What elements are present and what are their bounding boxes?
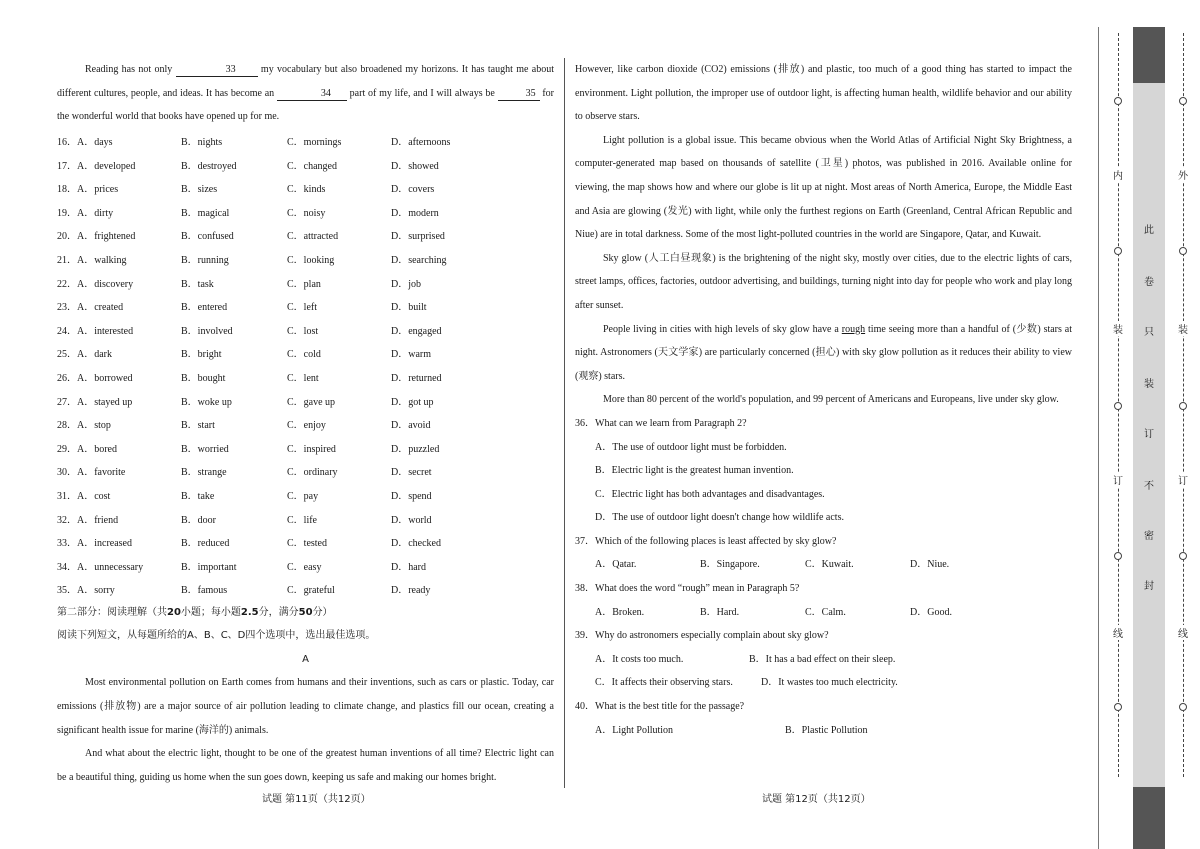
option-c: C．enjoy (287, 420, 326, 432)
seal-char: 此 (1144, 225, 1154, 236)
passage-a-paragraph-1: Most environmental pollution on Earth comes from humans and their inventions, such as cars or plastic. Today, car emissions (排放物) are a major source of air pollution leading to climate change, and plastics fill our ocean, creating a significant health issue for marine (海洋的) animals. (57, 677, 554, 736)
cloze-row (57, 483, 554, 507)
cloze-row (57, 294, 554, 318)
seal-char: 封 (1144, 581, 1154, 592)
option-d: D．covers (391, 184, 435, 196)
option-c: C．easy (287, 561, 322, 573)
option-a: A．increased (77, 538, 132, 550)
cloze-number: 31． (57, 490, 77, 502)
seal-band-top-block (1133, 27, 1165, 83)
option-a: A．created (77, 302, 124, 314)
option-c: C．cold (287, 349, 321, 361)
option-b: B．woke up (181, 396, 232, 408)
option-c: C．inspired (287, 443, 336, 455)
column-divider (564, 58, 565, 788)
option-b: B．destroyed (181, 160, 237, 172)
option-d: D．job (391, 278, 421, 290)
cloze-number: 26． (57, 373, 77, 385)
options-39-row2 (575, 671, 1072, 695)
binding-hole (1179, 703, 1187, 711)
option-c: C．grateful (287, 585, 335, 597)
option-37d: D．Niue. (910, 559, 950, 571)
cloze-number: 35． (57, 585, 77, 597)
passage-paragraph-1-cont: However, like carbon dioxide (CO2) emissions (排放) and plastic, too much of a good thing has started to impact the environment. Light pollution, the improper use of outdoor light, is affecting human health, wildlife behavior and our ability to observe stars. (575, 64, 1072, 123)
question-38: 38．What does the word “rough” mean in Paragraph 5? (575, 583, 800, 595)
option-b: B．nights (181, 137, 223, 149)
seal-char: 密 (1144, 531, 1154, 542)
cloze-number: 20． (57, 231, 77, 243)
blank-33: 33 (176, 63, 258, 77)
option-a: A．borrowed (77, 373, 133, 385)
cloze-row (57, 365, 554, 389)
option-c: C．ordinary (287, 467, 338, 479)
option-36d: D．The use of outdoor light doesn't change how wildlife acts. (595, 512, 844, 524)
option-c: C．changed (287, 160, 337, 172)
option-b: B．running (181, 255, 229, 267)
cloze-row (57, 341, 554, 365)
option-d: D．secret (391, 467, 432, 479)
cloze-number: 32． (57, 514, 77, 526)
option-c: C．lost (287, 325, 319, 337)
option-d: D．avoid (391, 420, 431, 432)
option-d: D．warm (391, 349, 431, 361)
section-heading: 第二部分：阅读理解（共20小题；每小题2.5分，满分50分） (57, 606, 333, 618)
inner-label-char: 内 (1112, 167, 1124, 182)
question-37: 37．Which of the following places is least affected by sky glow? (575, 535, 837, 547)
option-39a: A．It costs too much. (595, 653, 684, 665)
option-d: D．puzzled (391, 443, 440, 455)
option-a: A．dark (77, 349, 112, 361)
option-b: B．start (181, 420, 215, 432)
option-c: C．pay (287, 490, 319, 502)
option-c: C．attracted (287, 231, 339, 243)
option-a: A．sorry (77, 585, 115, 597)
seal-char: 订 (1144, 429, 1154, 440)
option-a: A．discovery (77, 278, 134, 290)
cloze-row (57, 223, 554, 247)
option-b: B．confused (181, 231, 234, 243)
option-c: C．gave up (287, 396, 336, 408)
option-38b: B．Hard. (700, 606, 740, 618)
blank-35: 35 (498, 87, 540, 101)
cloze-row (57, 553, 554, 577)
cloze-number: 23． (57, 302, 77, 314)
question-39: 39．Why do astronomers especially complain about sky glow? (575, 630, 829, 642)
option-a: A．interested (77, 325, 134, 337)
cloze-number: 30． (57, 467, 77, 479)
option-c: C．left (287, 302, 317, 314)
intro-paragraph (57, 58, 554, 129)
cloze-row (57, 459, 554, 483)
option-b: B．entered (181, 302, 228, 314)
seal-char: 只 (1144, 327, 1154, 338)
left-column (57, 58, 554, 789)
options-39-row1 (575, 648, 1072, 672)
binding-hole (1114, 247, 1122, 255)
seal-char: 不 (1144, 481, 1154, 492)
option-b: B．reduced (181, 538, 230, 550)
binding-margin (1098, 27, 1198, 849)
option-c: C．looking (287, 255, 335, 267)
option-d: D．built (391, 302, 427, 314)
option-b: B．involved (181, 325, 233, 337)
binding-hole (1179, 247, 1187, 255)
option-b: B．task (181, 278, 214, 290)
cloze-row (57, 530, 554, 554)
cloze-number: 16． (57, 137, 77, 149)
binding-hole (1114, 97, 1122, 105)
cloze-number: 34． (57, 561, 77, 573)
cloze-row (57, 200, 554, 224)
cloze-number: 22． (57, 278, 77, 290)
binding-hole (1114, 402, 1122, 410)
inner-label-char: 订 (1112, 472, 1124, 487)
option-d: D．world (391, 514, 432, 526)
passage-label: A (302, 653, 309, 665)
option-d: D．got up (391, 396, 434, 408)
cloze-number: 28． (57, 420, 77, 432)
option-b: B．bought (181, 373, 226, 385)
intro-text-1: Reading has not only (85, 64, 173, 75)
intro-text-3: part of my life, and I will always be (349, 87, 495, 99)
footer-page-12: 试题 第12页（共12页） (762, 794, 871, 805)
cloze-number: 24． (57, 325, 77, 337)
cloze-number: 29． (57, 443, 77, 455)
binding-hole (1179, 552, 1187, 560)
footer-page-11: 试题 第11页（共12页） (262, 794, 371, 805)
option-a: A．cost (77, 490, 111, 502)
cloze-row (57, 247, 554, 271)
passage-paragraph-2: Light pollution is a global issue. This became obvious when the World Atlas of Artificial Night Sky Brightness, a computer-generated map based on thousands of satellite (卫星) photos, was published in 2016. Available online for viewing, the map shows how and where our globe is lit up at night. Most areas of North America, Europe, the Middle East and Asia are glowing (发光) with light, while only the furthest regions on Earth (Greenland, Central African Republic and Niue) are in total darkness. Some of the most light-polluted countries in the world are Singapore, Qatar, and Kuwait. (575, 134, 1072, 241)
cloze-number: 27． (57, 396, 77, 408)
option-a: A．walking (77, 255, 127, 267)
option-d: D．checked (391, 538, 441, 550)
option-a: A．favorite (77, 467, 126, 479)
cloze-row (57, 412, 554, 436)
option-37a: A．Qatar. (595, 559, 637, 571)
option-a: A．friend (77, 514, 119, 526)
option-b: B．important (181, 561, 237, 573)
underlined-word: rough (841, 323, 866, 335)
cloze-number: 21． (57, 255, 77, 267)
options-38 (575, 601, 1072, 625)
option-d: D．spend (391, 490, 432, 502)
option-b: B．strange (181, 467, 227, 479)
cloze-row (57, 506, 554, 530)
inner-label-char: 线 (1112, 625, 1124, 640)
option-39d: D．It wastes too much electricity. (761, 677, 898, 689)
outer-label-char: 订 (1177, 472, 1189, 487)
cloze-row (57, 176, 554, 200)
passage-a-paragraph-2: And what about the electric light, thought to be one of the greatest human inventions of all time? Electric light can be a beautiful thing, guiding us home when the sun goes down, keeping us safe and making our homes bright. (57, 748, 554, 783)
option-36c: C．Electric light has both advantages and disadvantages. (595, 488, 825, 500)
option-c: C．noisy (287, 207, 326, 219)
option-37b: B．Singapore. (700, 559, 760, 571)
option-38a: A．Broken. (595, 606, 645, 618)
cloze-number: 33． (57, 538, 77, 550)
option-a: A．dirty (77, 207, 114, 219)
option-a: A．prices (77, 184, 119, 196)
cloze-row (57, 577, 554, 601)
option-d: D．searching (391, 255, 447, 267)
option-b: B．famous (181, 585, 228, 597)
intro-text-2: my vocabulary but also broadened my horizons. It has taught me about different cultures, people, and ideas. It has become an (57, 64, 554, 99)
option-d: D．showed (391, 160, 439, 172)
option-a: A．bored (77, 443, 117, 455)
options-37 (575, 553, 1072, 577)
option-d: D．modern (391, 207, 439, 219)
option-a: A．stayed up (77, 396, 133, 408)
cloze-row (57, 436, 554, 460)
option-a: A．unnecessary (77, 561, 144, 573)
option-36a: A．The use of outdoor light must be forbidden. (595, 441, 787, 453)
option-39b: B．It has a bad effect on their sleep. (749, 653, 896, 665)
blank-34: 34 (277, 87, 347, 101)
option-b: B．take (181, 490, 215, 502)
option-c: C．lent (287, 373, 319, 385)
passage-paragraph-4: People living in cities with high levels of sky glow have a rough time seeing more than a handful of (少数) stars at night. Astronomers (天文学家) are particularly concerned (担心) with sky glow pollution as it reduces their ability to view (观察) stars. (575, 323, 1073, 382)
cloze-row (57, 318, 554, 342)
intro-text-4: for the wonderful world that books have opened up for me. (57, 87, 555, 123)
binding-hole (1114, 552, 1122, 560)
option-d: D．returned (391, 373, 442, 385)
option-b: B．magical (181, 207, 230, 219)
cloze-number: 18． (57, 184, 77, 196)
option-d: D．hard (391, 561, 426, 573)
outer-label-char: 装 (1177, 321, 1189, 336)
option-40b: B．Plastic Pollution (785, 724, 868, 736)
option-c: C．kinds (287, 184, 326, 196)
option-d: D．engaged (391, 325, 442, 337)
option-a: A．days (77, 137, 113, 149)
passage-paragraph-5: More than 80 percent of the world's population, and 99 percent of Americans and Europeans, live under sky glow. (603, 394, 1059, 406)
option-b: B．worried (181, 443, 229, 455)
binding-hole (1114, 703, 1122, 711)
option-c: C．tested (287, 538, 327, 550)
inner-label-char: 装 (1112, 321, 1124, 336)
option-a: A．frightened (77, 231, 136, 243)
cloze-row (57, 270, 554, 294)
section-instruction: 阅读下列短文，从每题所给的A、B、C、D四个选项中，选出最佳选项。 (57, 630, 376, 642)
option-b: B．door (181, 514, 216, 526)
option-39c: C．It affects their observing stars. (595, 677, 733, 689)
option-d: D．ready (391, 585, 431, 597)
binding-hole (1179, 402, 1187, 410)
seal-char: 装 (1144, 379, 1154, 390)
binding-hole (1179, 97, 1187, 105)
cloze-row (57, 388, 554, 412)
passage-paragraph-3: Sky glow (人工白昼现象) is the brightening of the night sky, mostly over cities, due to the electric lights of cars, street lamps, offices, factories, outdoor advertising, and buildings, turning night into day for people who work and play long after sunset. (575, 252, 1072, 311)
option-a: A．stop (77, 420, 111, 432)
seal-band-bottom-block (1133, 787, 1165, 849)
option-c: C．life (287, 514, 317, 526)
option-36b: B．Electric light is the greatest human invention. (595, 465, 794, 477)
cloze-options-list (57, 129, 554, 601)
seal-char: 卷 (1144, 277, 1154, 288)
cloze-number: 17． (57, 160, 77, 172)
option-a: A．developed (77, 160, 136, 172)
option-c: C．plan (287, 278, 321, 290)
outer-label-char: 外 (1177, 167, 1189, 182)
option-c: C．mornings (287, 137, 342, 149)
cloze-number: 25． (57, 349, 77, 361)
options-40-row1 (575, 719, 1072, 743)
option-37c: C．Kuwait. (805, 559, 854, 571)
right-column (575, 58, 1072, 742)
question-40: 40．What is the best title for the passage? (575, 701, 745, 713)
option-b: B．sizes (181, 184, 218, 196)
cloze-row (57, 152, 554, 176)
option-b: B．bright (181, 349, 222, 361)
option-40a: A．Light Pollution (595, 724, 674, 736)
option-d: D．afternoons (391, 137, 451, 149)
cloze-row (57, 129, 554, 153)
option-38c: C．Calm. (805, 606, 846, 618)
outer-label-char: 线 (1177, 625, 1189, 640)
option-d: D．surprised (391, 231, 445, 243)
cloze-number: 19． (57, 207, 77, 219)
option-38d: D．Good. (910, 606, 952, 618)
question-36: 36．What can we learn from Paragraph 2? (575, 417, 747, 429)
